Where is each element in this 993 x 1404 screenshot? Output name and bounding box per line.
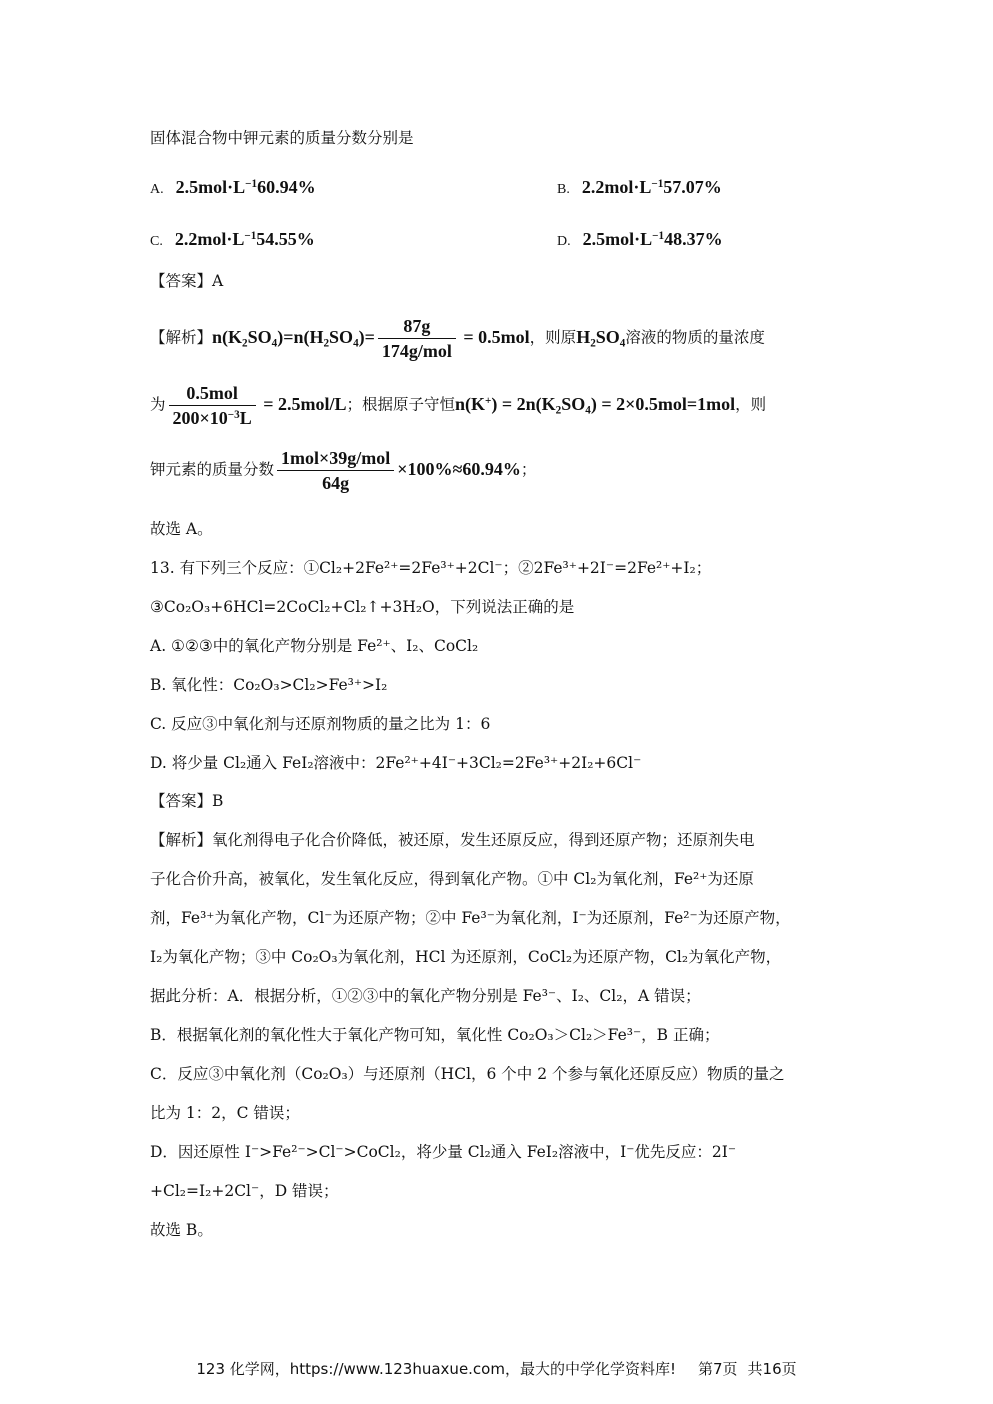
eq-part: ) = 2n(K (491, 393, 556, 414)
den-sup: −3 (227, 408, 240, 421)
den-part: 200×10 (172, 408, 228, 428)
q13-stem-2: ③Co₂O₃+6HCl=2CoCl₂+Cl₂↑+3H₂O，下列说法正确的是 (150, 598, 575, 616)
answer-line (150, 274, 223, 290)
option-percent: 54.55% (256, 229, 315, 249)
fraction-denominator: 64g (322, 473, 350, 493)
eq-sub: 2 (590, 336, 596, 349)
q13-analysis-line: 【解析】氧化剂得电子化合价降低，被还原，发生还原反应，得到还原产物；还原剂失电 (150, 831, 755, 849)
q13-conclusion: 故选 B。 (150, 1221, 213, 1239)
q13-option-b: B. 氧化性：Co₂O₃>Cl₂>Fe³⁺>I₂ (150, 676, 388, 694)
option-label: D. (557, 234, 571, 249)
page-footer (0, 1358, 993, 1379)
q13-analysis-line: 子化合价升高，被氧化，发生氧化反应，得到氧化产物。①中 Cl₂为氧化剂，Fe²⁺为还原 (150, 870, 754, 888)
analysis-text: 溶液的物质的量浓度 (625, 328, 765, 347)
q13-option-c: C. 反应③中氧化剂与还原剂物质的量之比为 1：6 (150, 715, 491, 733)
q13-analysis-line: +Cl₂=I₂+2Cl⁻，D 错误； (150, 1182, 339, 1200)
option-value: 2.2mol·L (174, 229, 245, 249)
fraction-denominator (169, 406, 256, 427)
fraction-1 (378, 317, 456, 360)
eq-part: SO (247, 326, 272, 347)
fraction-numerator: 1mol×39g/mol (277, 449, 394, 471)
option-d (557, 230, 723, 249)
eq-part: )= (358, 326, 375, 347)
option-sup: −1 (651, 177, 664, 190)
eq-part: n(K (212, 326, 243, 347)
fraction-denominator: 174g/mol (381, 341, 452, 361)
footer-site-text: 123 化学网，https://www.123huaxue.com，最大的中学化学资料库! (196, 1360, 676, 1378)
eq-sub: 2 (555, 403, 562, 416)
option-sup: −1 (652, 229, 665, 242)
footer-total-pages: 共16页 (747, 1360, 797, 1378)
eq-sub: 4 (353, 336, 359, 349)
analysis-line-3 (150, 449, 536, 492)
eq-part: ) = 2×0.5mol=1mol (590, 393, 736, 414)
answer-value: A (212, 272, 224, 290)
eq-sub: 4 (271, 336, 278, 349)
eq-part: SO (595, 326, 620, 347)
footer-page-number: 第7页 (698, 1360, 738, 1378)
eq-result: ×100%≈60.94% (397, 458, 521, 479)
fraction-3 (277, 449, 394, 492)
q13-analysis-line: 据此分析：A．根据分析，①②③中的氧化产物分别是 Fe³⁻、I₂、Cl₂，A 错误； (150, 987, 701, 1005)
fraction-2 (169, 384, 256, 427)
eq-part: n(K (455, 393, 486, 414)
option-sup: −1 (245, 177, 258, 190)
q13-answer: 【答案】B (150, 792, 224, 810)
option-percent: 57.07% (663, 177, 722, 197)
option-value: 2.2mol·L (581, 177, 652, 197)
analysis-text: 为 (150, 395, 166, 414)
eq-sub: 4 (585, 403, 591, 416)
analysis-text: ，则原 (529, 328, 577, 347)
q13-analysis-line: C．反应③中氧化剂（Co₂O₃）与还原剂（HCl，6 个中 2 个参与氧化还原反应）物质的量之 (150, 1065, 785, 1083)
analysis-text: ； (520, 460, 537, 479)
eq-part: SO (329, 326, 354, 347)
q13-analysis-line: 剂，Fe³⁺为氧化产物，Cl⁻为还原产物；②中 Fe³⁻为氧化剂，I⁻为还原剂，Fe²⁻为还原产物， (150, 909, 791, 927)
eq-result: = 0.5mol (458, 326, 530, 347)
analysis-text: ；根据原子守恒 (346, 395, 456, 414)
eq-sup: + (485, 394, 492, 407)
q13-analysis-line: 比为 1：2，C 错误； (150, 1104, 300, 1122)
option-sup: −1 (244, 229, 257, 242)
q13-analysis-line: B．根据氧化剂的氧化性大于氧化产物可知，氧化性 Co₂O₃＞Cl₂＞Fe³⁻，B 正确； (150, 1026, 720, 1044)
eq-part: SO (561, 393, 586, 414)
fraction-numerator: 0.5mol (169, 384, 256, 406)
eq-result: = 2.5mol/L (258, 393, 347, 414)
q13-option-a: A. ①②③中的氧化产物分别是 Fe²⁺、I₂、CoCl₂ (150, 637, 479, 655)
analysis-line-1 (150, 317, 765, 360)
option-label: A. (150, 182, 164, 197)
eq-sub: 2 (242, 336, 248, 349)
analysis-text: ，则 (735, 395, 767, 414)
q13-analysis-line: I₂为氧化产物；③中 Co₂O₃为氧化剂，HCl 为还原剂，CoCl₂为还原产物，Cl₂为氧化产物， (150, 948, 782, 966)
analysis-line-2 (150, 384, 766, 427)
eq-sub: 2 (323, 336, 330, 349)
q13-analysis-line: D．因还原性 I⁻>Fe²⁻>Cl⁻>CoCl₂，将少量 Cl₂通入 FeI₂溶液中，I⁻优先反应：2I⁻ (150, 1143, 737, 1161)
option-label: C. (150, 234, 163, 249)
analysis-label: 【解析】 (150, 328, 213, 347)
eq-part: )=n(H (277, 326, 324, 347)
option-label: B. (557, 182, 570, 197)
option-percent: 48.37% (664, 229, 723, 249)
conclusion-12: 故选 A。 (150, 520, 213, 538)
q13-option-d: D. 将少量 Cl₂通入 FeI₂溶液中：2Fe²⁺+4I⁻+3Cl₂=2Fe³⁺+2I₂+6Cl⁻ (150, 754, 642, 772)
answer-label: 【答案】 (150, 272, 213, 290)
eq-sub: 4 (619, 336, 626, 349)
analysis-text: 钾元素的质量分数 (150, 460, 275, 479)
fraction-numerator: 87g (378, 317, 456, 339)
option-value: 2.5mol·L (582, 229, 653, 249)
option-c (150, 230, 315, 249)
eq-part: H (576, 326, 591, 347)
option-value: 2.5mol·L (175, 177, 246, 197)
option-percent: 60.94% (257, 177, 316, 197)
q13-stem-1: 13. 有下列三个反应：①Cl₂+2Fe²⁺=2Fe³⁺+2Cl⁻；②2Fe³⁺+2I⁻=2Fe²⁺+I₂； (150, 559, 712, 577)
option-b (557, 178, 722, 197)
option-a (150, 178, 316, 197)
question-intro: 固体混合物中钾元素的质量分数分别是 (150, 129, 414, 147)
den-part: L (239, 408, 252, 428)
